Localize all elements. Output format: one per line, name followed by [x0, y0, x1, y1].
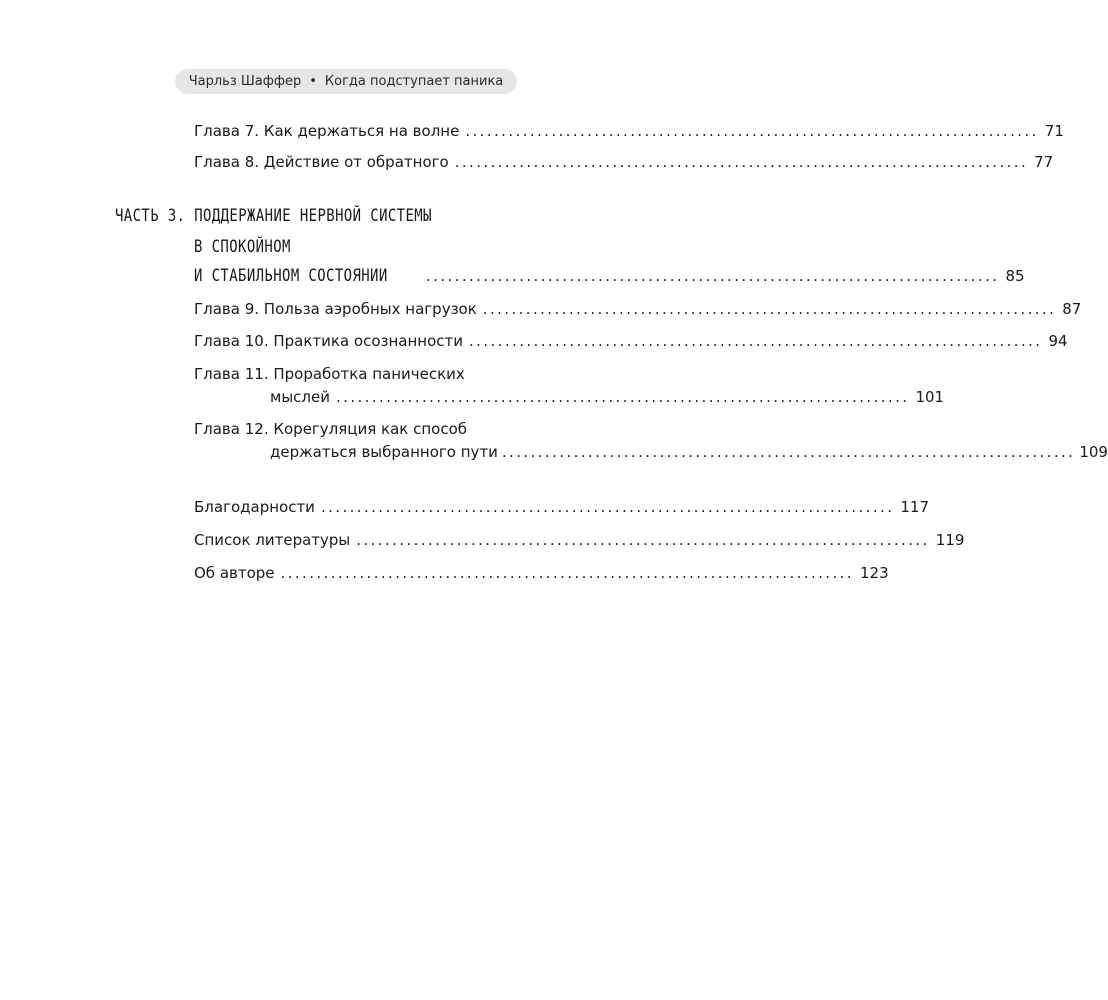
toc-entry-page: 119 — [935, 531, 965, 549]
header-author: Чарльз Шаффер — [188, 74, 302, 89]
toc-entry-page: 87 — [1062, 300, 1082, 318]
toc-entry-title: Глава 10. Практика осознанности — [194, 332, 464, 350]
toc-entry-chapter-12[interactable] — [270, 442, 1108, 462]
toc-entry-chapter-10[interactable] — [194, 331, 1068, 351]
toc-entry-chapter-9[interactable] — [194, 299, 1082, 319]
toc-entry-chapter-8[interactable] — [194, 152, 1054, 172]
toc-entry-chapter-11[interactable] — [270, 387, 945, 407]
toc-entry-bibliography[interactable] — [194, 530, 965, 550]
toc-entry-title: Благодарности — [194, 498, 315, 516]
dot-leader: ................................................................................ — [465, 122, 1039, 140]
dot-leader: ................................................................................ — [469, 332, 1043, 350]
header-book-title: Когда подступает паника — [324, 74, 504, 89]
toc-entry-page: 94 — [1048, 332, 1068, 350]
part-3-title-last-line: И СТАБИЛЬНОМ СОСТОЯНИИ — [194, 266, 388, 286]
toc-entry-title: Глава 9. Польза аэробных нагрузок — [194, 300, 477, 318]
dot-leader: ................................................................................ — [280, 564, 854, 582]
toc-entry-chapter-11-line-1[interactable]: Глава 11. Проработка панических — [194, 365, 465, 383]
toc-entry-title: Глава 7. Как держаться на волне — [194, 122, 460, 140]
toc-entry-page: 85 — [1005, 267, 1025, 285]
toc-entry-title: держаться выбранного пути — [270, 443, 498, 461]
toc-entry-page: 123 — [859, 564, 889, 582]
part-3-title-line-2[interactable]: В СПОКОЙНОМ — [194, 237, 291, 257]
toc-entry-page: 77 — [1034, 153, 1054, 171]
toc-entry-page: 71 — [1044, 122, 1064, 140]
toc-entry-page: 101 — [915, 388, 945, 406]
dot-leader: ................................................................................ — [356, 531, 930, 549]
toc-entry-title: Список литературы — [194, 531, 351, 549]
dot-leader: ................................................................................ — [426, 267, 1000, 285]
dot-leader: ................................................................................ — [320, 498, 895, 516]
toc-entry-chapter-12-line-1[interactable]: Глава 12. Корегуляция как способ — [194, 420, 468, 438]
toc-entry-page: 109 — [1079, 443, 1108, 461]
toc-entry-acknowledgements[interactable] — [194, 497, 930, 517]
toc-entry-title: Об авторе — [194, 564, 275, 582]
running-header — [175, 69, 517, 94]
dot-leader: ................................................................................ — [335, 388, 910, 406]
toc-entry-about-author[interactable] — [194, 563, 889, 583]
dot-leader: ................................................................................ — [501, 443, 1076, 461]
part-3-title-line-1[interactable]: ЧАСТЬ 3. ПОДДЕРЖАНИЕ НЕРВНОЙ СИСТЕМЫ — [115, 206, 432, 226]
toc-entry-title: Глава 8. Действие от обратного — [194, 153, 449, 171]
toc-entry-page: 117 — [900, 498, 930, 516]
header-separator: • — [309, 74, 317, 89]
toc-entry-chapter-7[interactable] — [194, 121, 1064, 141]
toc-entry-title: мыслей — [270, 388, 330, 406]
dot-leader: ................................................................................ — [454, 153, 1029, 171]
dot-leader: ................................................................................ — [482, 300, 1057, 318]
part-3-title-line-3[interactable] — [194, 265, 1025, 287]
